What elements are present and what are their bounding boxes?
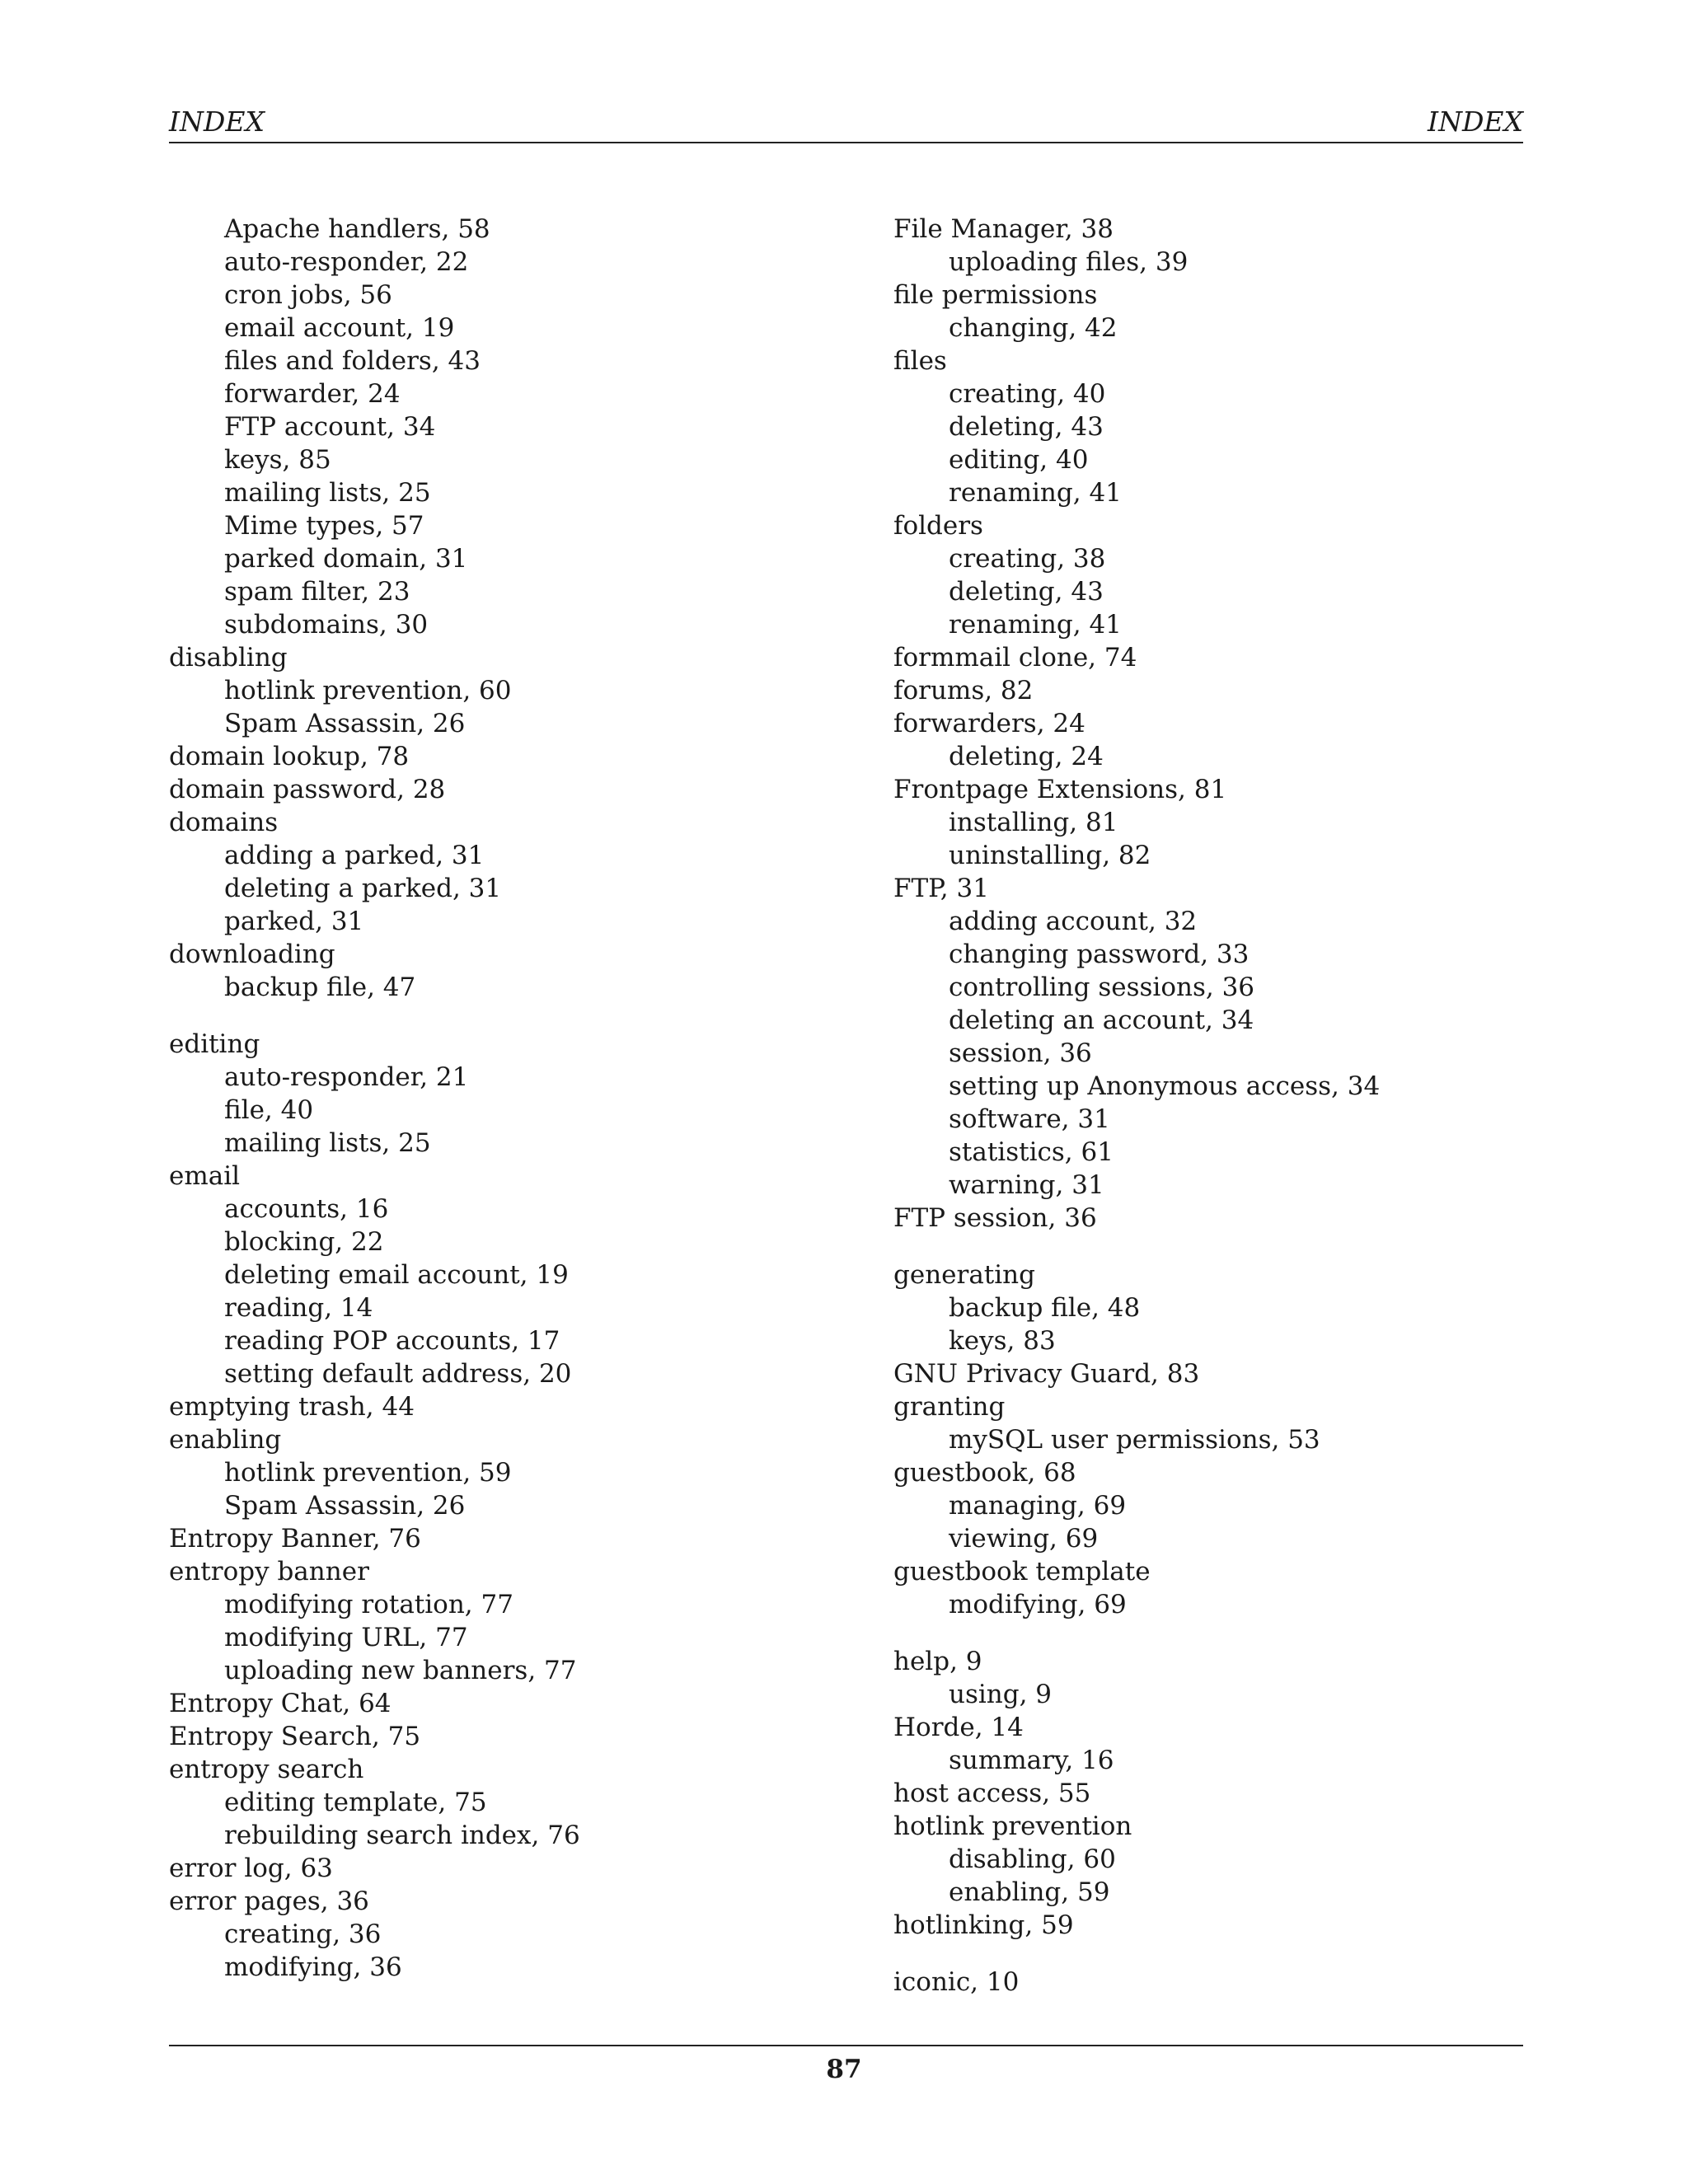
index-subentry: keys, 83	[949, 1326, 1056, 1356]
index-entry: Frontpage Extensions, 81	[893, 775, 1227, 804]
index-entry: guestbook, 68	[893, 1458, 1076, 1488]
index-subentry: modifying URL, 77	[224, 1623, 468, 1652]
index-subentry: uninstalling, 82	[949, 841, 1151, 870]
index-entry: domain lookup, 78	[169, 742, 410, 771]
index-subentry: Spam Assassin, 26	[224, 1491, 466, 1521]
index-subentry: setting up Anonymous access, 34	[949, 1071, 1381, 1101]
footer-rule	[169, 2045, 1523, 2046]
index-subentry: subdomains, 30	[224, 610, 429, 640]
index-entry: domains	[169, 808, 279, 837]
index-subentry: summary, 16	[949, 1746, 1114, 1775]
index-subentry: editing, 40	[949, 445, 1089, 475]
index-entry: hotlink prevention	[893, 1811, 1132, 1841]
index-entry: hotlinking, 59	[893, 1910, 1074, 1940]
index-subentry: modifying, 36	[224, 1952, 402, 1982]
index-subentry: deleting a parked, 31	[224, 874, 502, 903]
index-subentry: spam filter, 23	[224, 577, 410, 607]
index-subentry: deleting an account, 34	[949, 1005, 1254, 1035]
index-entry: File Manager, 38	[893, 214, 1114, 244]
index-subentry: keys, 85	[224, 445, 331, 475]
index-entry: GNU Privacy Guard, 83	[893, 1359, 1200, 1389]
index-entry: help, 9	[893, 1647, 982, 1676]
index-subentry: accounts, 16	[224, 1194, 389, 1224]
index-subentry: statistics, 61	[949, 1137, 1114, 1167]
header-rule	[169, 142, 1523, 143]
index-subentry: email account, 19	[224, 313, 455, 343]
index-subentry: warning, 31	[949, 1170, 1104, 1200]
index-subentry: Mime types, 57	[224, 511, 424, 541]
index-entry: Horde, 14	[893, 1713, 1024, 1742]
running-header-left: INDEX	[169, 105, 265, 138]
index-subentry: modifying rotation, 77	[224, 1590, 513, 1619]
index-entry: enabling	[169, 1425, 282, 1455]
index-subentry: renaming, 41	[949, 478, 1122, 508]
index-entry: email	[169, 1161, 241, 1191]
index-subentry: file, 40	[224, 1095, 314, 1125]
index-subentry: adding a parked, 31	[224, 841, 485, 870]
index-subentry: auto-responder, 21	[224, 1062, 469, 1092]
index-subentry: using, 9	[949, 1680, 1053, 1709]
index-subentry: creating, 40	[949, 379, 1106, 409]
index-entry: forwarders, 24	[893, 709, 1085, 738]
index-entry: folders	[893, 511, 983, 541]
index-subentry: rebuilding search index, 76	[224, 1821, 580, 1850]
index-entry: formmail clone, 74	[893, 643, 1137, 673]
index-subentry: forwarder, 24	[224, 379, 401, 409]
index-subentry: installing, 81	[949, 808, 1118, 837]
index-subentry: reading, 14	[224, 1293, 373, 1323]
index-entry: disabling	[169, 643, 288, 673]
index-subentry: deleting, 43	[949, 412, 1104, 442]
index-subentry: changing, 42	[949, 313, 1118, 343]
index-subentry: backup file, 48	[949, 1293, 1141, 1323]
index-subentry: adding account, 32	[949, 907, 1198, 936]
index-entry: domain password, 28	[169, 775, 446, 804]
index-subentry: setting default address, 20	[224, 1359, 572, 1389]
index-subentry: cron jobs, 56	[224, 280, 392, 310]
index-entry: host access, 55	[893, 1779, 1091, 1808]
index-subentry: uploading files, 39	[949, 247, 1189, 277]
index-column-right	[893, 213, 1520, 1999]
index-subentry: controlling sessions, 36	[949, 972, 1255, 1002]
index-subentry: enabling, 59	[949, 1877, 1110, 1907]
index-subentry: mailing lists, 25	[224, 1128, 431, 1158]
index-entry: entropy search	[169, 1755, 364, 1784]
index-subentry: deleting, 24	[949, 742, 1104, 771]
index-subentry: hotlink prevention, 60	[224, 676, 512, 705]
index-entry: error log, 63	[169, 1854, 333, 1883]
index-subentry: editing template, 75	[224, 1788, 487, 1817]
index-subentry: Apache handlers, 58	[224, 214, 490, 244]
index-subentry: parked, 31	[224, 907, 364, 936]
index-subentry: parked domain, 31	[224, 544, 468, 574]
index-entry: guestbook template	[893, 1557, 1151, 1586]
index-subentry: session, 36	[949, 1038, 1092, 1068]
index-subentry: creating, 38	[949, 544, 1106, 574]
index-subentry: renaming, 41	[949, 610, 1122, 640]
index-entry: entropy banner	[169, 1557, 369, 1586]
index-entry: FTP, 31	[893, 874, 989, 903]
index-subentry: modifying, 69	[949, 1590, 1127, 1619]
index-subentry: viewing, 69	[949, 1524, 1099, 1554]
index-entry: Entropy Search, 75	[169, 1722, 421, 1751]
index-subentry: blocking, 22	[224, 1227, 384, 1257]
index-entry: error pages, 36	[169, 1886, 369, 1916]
index-subentry: mailing lists, 25	[224, 478, 431, 508]
index-subentry: backup file, 47	[224, 972, 416, 1002]
index-entry: forums, 82	[893, 676, 1034, 705]
index-entry: emptying trash, 44	[169, 1392, 415, 1422]
index-subentry: changing password, 33	[949, 940, 1250, 969]
index-entry: Entropy Chat, 64	[169, 1689, 392, 1718]
index-subentry: deleting email account, 19	[224, 1260, 569, 1290]
index-subentry: reading POP accounts, 17	[224, 1326, 560, 1356]
index-subentry: software, 31	[949, 1104, 1110, 1134]
index-subentry: hotlink prevention, 59	[224, 1458, 512, 1488]
index-entry: file permissions	[893, 280, 1098, 310]
index-subentry: auto-responder, 22	[224, 247, 469, 277]
index-subentry: disabling, 60	[949, 1844, 1116, 1874]
index-subentry: files and folders, 43	[224, 346, 481, 376]
index-subentry: FTP account, 34	[224, 412, 436, 442]
running-header-right: INDEX	[1428, 105, 1523, 138]
index-subentry: Spam Assassin, 26	[224, 709, 466, 738]
index-subentry: managing, 69	[949, 1491, 1127, 1521]
index-subentry: uploading new banners, 77	[224, 1656, 577, 1685]
index-entry: editing	[169, 1029, 260, 1059]
index-column-left	[169, 213, 845, 1984]
index-subentry: creating, 36	[224, 1919, 382, 1949]
index-entry: iconic, 10	[893, 1967, 1020, 1997]
index-entry: downloading	[169, 940, 335, 969]
index-entry: granting	[893, 1392, 1006, 1422]
index-entry: Entropy Banner, 76	[169, 1524, 421, 1554]
index-entry: FTP session, 36	[893, 1203, 1097, 1233]
index-subentry: deleting, 43	[949, 577, 1104, 607]
page-number: 87	[826, 2055, 862, 2084]
index-entry: generating	[893, 1260, 1035, 1290]
index-entry: files	[893, 346, 947, 376]
index-subentry: mySQL user permissions, 53	[949, 1425, 1320, 1455]
